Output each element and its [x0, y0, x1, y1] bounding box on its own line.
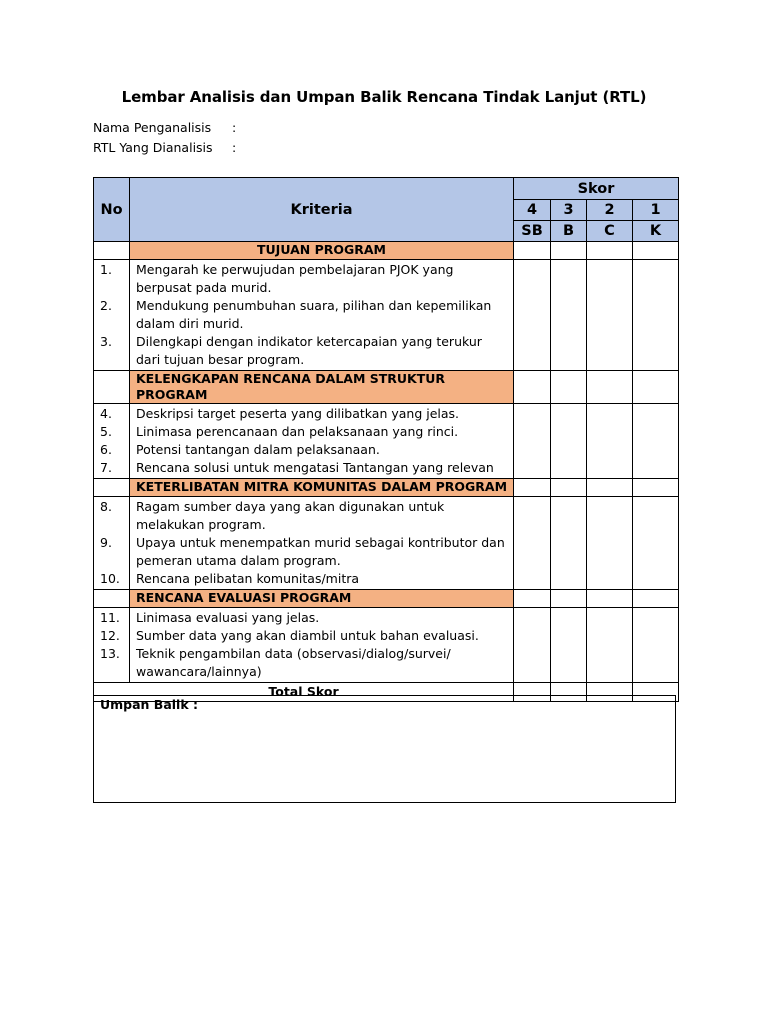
criteria-line: dalam diri murid. [136, 316, 244, 331]
section-no-cell [94, 242, 130, 260]
score-cell[interactable] [587, 404, 633, 479]
score-cell[interactable] [587, 371, 633, 404]
score-cell[interactable] [633, 260, 679, 371]
header-score-1: 1 [633, 200, 679, 221]
score-cell[interactable] [587, 242, 633, 260]
item-numbers [94, 497, 130, 590]
section-title: RENCANA EVALUASI PROGRAM [130, 590, 514, 608]
criteria-line: Teknik pengambilan data (observasi/dialog/survei/ [136, 646, 451, 661]
criteria-line: Linimasa perencanaan dan pelaksanaan yang rinci. [136, 424, 459, 439]
criteria-line: Potensi tantangan dalam pelaksanaan. [136, 442, 380, 457]
item-number: 2. [100, 298, 112, 313]
item-numbers [94, 608, 130, 683]
criteria-line: Mendukung penumbuhan suara, pilihan dan kepemilikan [136, 298, 492, 313]
header-score-3: 3 [551, 200, 587, 221]
score-cell[interactable] [514, 242, 551, 260]
criteria-line: melakukan program. [136, 517, 266, 532]
score-cell[interactable] [514, 371, 551, 404]
criteria-list [130, 497, 514, 590]
score-cell[interactable] [633, 590, 679, 608]
criteria-line: Sumber data yang akan diambil untuk bahan evaluasi. [136, 628, 479, 643]
score-cell[interactable] [633, 404, 679, 479]
feedback-label: Umpan Balik : [100, 697, 199, 712]
criteria-line: wawancara/lainnya) [136, 664, 262, 679]
score-cell[interactable] [633, 371, 679, 404]
criteria-line: dari tujuan besar program. [136, 352, 305, 367]
score-cell[interactable] [551, 404, 587, 479]
header-grade-c: C [587, 221, 633, 242]
criteria-list [130, 404, 514, 479]
criteria-line: Upaya untuk menempatkan murid sebagai kontributor dan [136, 535, 505, 550]
item-number: 4. [100, 406, 112, 421]
header-grade-b: B [551, 221, 587, 242]
feedback-box[interactable] [93, 695, 676, 803]
section-no-cell [94, 479, 130, 497]
header-score-4: 4 [514, 200, 551, 221]
score-cell[interactable] [633, 242, 679, 260]
item-numbers [94, 404, 130, 479]
criteria-line: Rencana pelibatan komunitas/mitra [136, 571, 360, 586]
item-numbers [94, 260, 130, 371]
meta-label: RTL Yang Dianalisis [93, 140, 213, 155]
score-cell[interactable] [551, 260, 587, 371]
total-skor-label: Total Skor [94, 683, 514, 702]
item-number [100, 315, 129, 333]
criteria-line: berpusat pada murid. [136, 280, 272, 295]
score-cell[interactable] [633, 608, 679, 683]
section-no-cell [94, 590, 130, 608]
item-number: 11. [100, 610, 120, 625]
meta-separator: : [232, 120, 237, 135]
score-cell[interactable] [587, 590, 633, 608]
meta-separator: : [232, 140, 237, 155]
item-number: 1. [100, 262, 112, 277]
criteria-line: Deskripsi target peserta yang dilibatkan yang jelas. [136, 406, 460, 421]
score-cell[interactable] [587, 608, 633, 683]
header-skor: Skor [514, 178, 679, 200]
score-cell[interactable] [587, 497, 633, 590]
score-cell[interactable] [514, 497, 551, 590]
header-grade-k: K [633, 221, 679, 242]
item-number [100, 663, 129, 681]
item-number: 5. [100, 424, 112, 439]
score-cell[interactable] [551, 608, 587, 683]
criteria-list [130, 608, 514, 683]
header-kriteria: Kriteria [130, 178, 514, 242]
score-cell[interactable] [551, 371, 587, 404]
score-cell[interactable] [514, 608, 551, 683]
section-no-cell [94, 371, 130, 404]
item-number: 9. [100, 535, 112, 550]
meta-analyst-name [93, 120, 236, 135]
item-number: 7. [100, 460, 112, 475]
section-title: KELENGKAPAN RENCANA DALAM STRUKTUR PROGRAM [130, 371, 514, 404]
item-number: 8. [100, 499, 112, 514]
page-title: Lembar Analisis dan Umpan Balik Rencana Tindak Lanjut (RTL) [121, 88, 647, 106]
score-cell[interactable] [633, 479, 679, 497]
score-cell[interactable] [514, 590, 551, 608]
criteria-list [130, 260, 514, 371]
criteria-line: Ragam sumber daya yang akan digunakan untuk [136, 499, 445, 514]
item-number [100, 516, 129, 534]
score-cell[interactable] [587, 479, 633, 497]
score-cell[interactable] [633, 497, 679, 590]
criteria-line: pemeran utama dalam program. [136, 553, 341, 568]
score-cell[interactable] [551, 497, 587, 590]
header-no: No [94, 178, 130, 242]
item-number [100, 351, 129, 369]
criteria-line: Linimasa evaluasi yang jelas. [136, 610, 320, 625]
score-cell[interactable] [551, 479, 587, 497]
section-title: TUJUAN PROGRAM [130, 242, 514, 260]
meta-rtl-analyzed [93, 140, 236, 155]
criteria-line: Rencana solusi untuk mengatasi Tantangan yang relevan [136, 460, 494, 475]
header-grade-sb: SB [514, 221, 551, 242]
score-cell[interactable] [587, 260, 633, 371]
item-number: 3. [100, 334, 112, 349]
item-number: 13. [100, 646, 120, 661]
item-number: 6. [100, 442, 112, 457]
score-cell[interactable] [514, 404, 551, 479]
header-score-2: 2 [587, 200, 633, 221]
criteria-line: Dilengkapi dengan indikator ketercapaian yang terukur [136, 334, 482, 349]
criteria-line: Mengarah ke perwujudan pembelajaran PJOK yang [136, 262, 454, 277]
item-number: 10. [100, 571, 120, 586]
rubric-table [93, 177, 679, 702]
item-number [100, 279, 129, 297]
score-cell[interactable] [551, 242, 587, 260]
section-title: KETERLIBATAN MITRA KOMUNITAS DALAM PROGRAM [130, 479, 514, 497]
score-cell[interactable] [551, 590, 587, 608]
score-cell[interactable] [514, 260, 551, 371]
item-number [100, 552, 129, 570]
meta-label: Nama Penganalisis [93, 120, 212, 135]
item-number: 12. [100, 628, 120, 643]
score-cell[interactable] [514, 479, 551, 497]
